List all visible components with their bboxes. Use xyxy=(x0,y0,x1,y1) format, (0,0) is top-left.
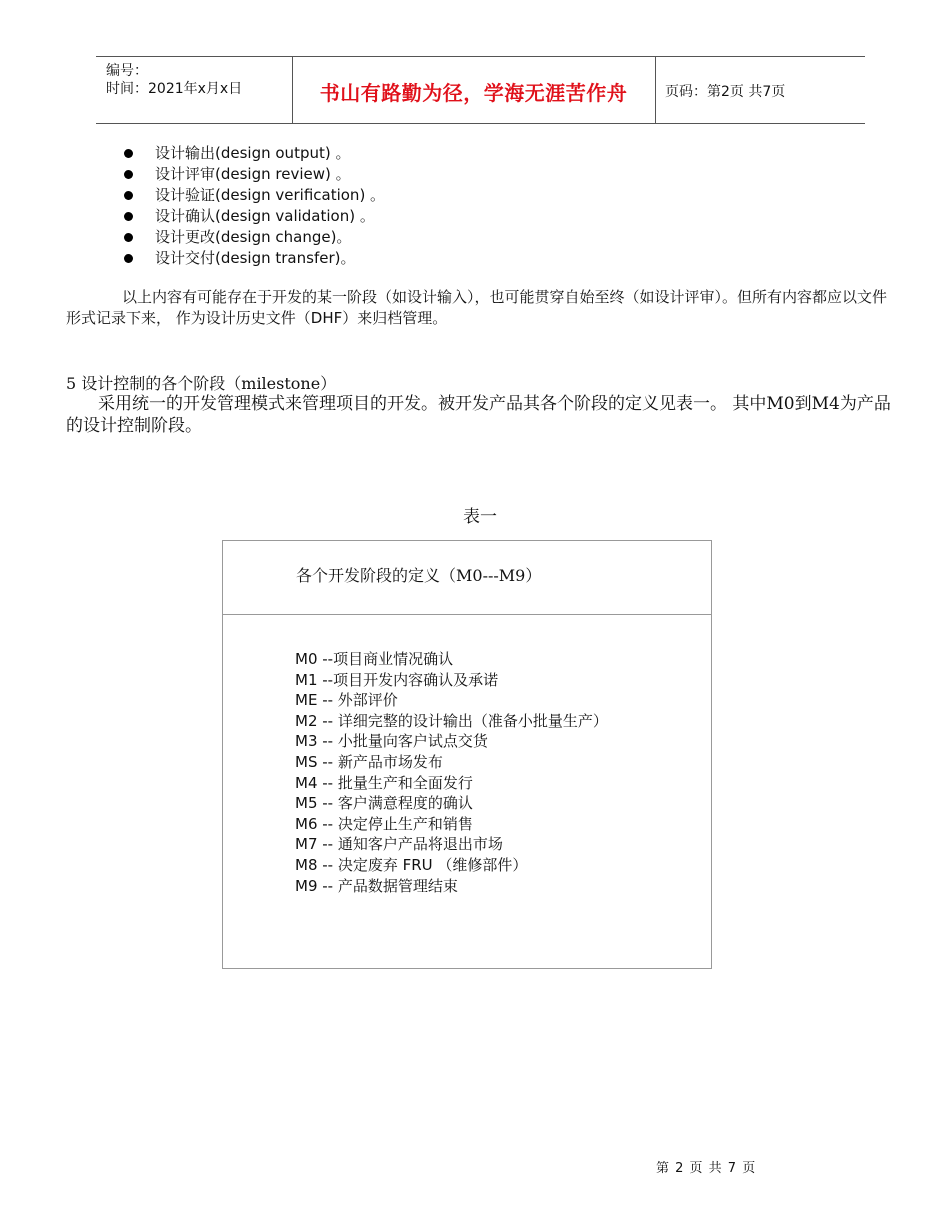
design-bullet-list xyxy=(122,143,385,269)
milestone-row: M0 --项目商业情况确认 xyxy=(295,650,454,668)
bullet-dot-icon xyxy=(124,191,133,200)
page-footer: 第 2 页 共 7 页 xyxy=(656,1161,756,1176)
bullet-item xyxy=(122,227,385,248)
milestone-row: M9 -- 产品数据管理结束 xyxy=(295,876,458,895)
bullet-item xyxy=(122,164,385,185)
table-caption: 表一 xyxy=(463,507,497,527)
bullet-text: 设计交付(design transfer)。 xyxy=(155,249,356,267)
bullet-dot-icon xyxy=(124,233,133,242)
milestone-table xyxy=(222,540,712,969)
document-date: 时间：2021年x月x日 xyxy=(106,81,243,97)
bullet-item xyxy=(122,248,385,269)
bullet-dot-icon xyxy=(124,212,133,221)
milestone-row: ME -- 外部评价 xyxy=(295,691,398,710)
milestone-row: M1 --项目开发内容确认及承诺 xyxy=(295,670,499,689)
dhf-paragraph: 以上内容有可能存在于开发的某一阶段（如设计输入），也可能贯穿自始至终（如设计评审）。但所有内容都应以文件形式记录下来， 作为设计历史文件（DHF）来归档管理。 xyxy=(66,288,888,327)
bullet-text: 设计更改(design change)。 xyxy=(155,228,352,246)
milestone-row: M8 -- 决定废弃 FRU （维修部件） xyxy=(295,855,528,874)
document-header xyxy=(96,56,865,124)
milestone-row: M5 -- 客户满意程度的确认 xyxy=(295,794,473,813)
header-page-info: 页码：第2页 共7页 xyxy=(665,84,786,100)
milestone-table-header xyxy=(223,541,711,615)
bullet-text: 设计验证(design verification) 。 xyxy=(155,186,386,204)
section-paragraph: 采用统一的开发管理模式来管理项目的开发。被开发产品其各个阶段的定义见表一。 其中M0到M4为产品的设计控制阶段。 xyxy=(66,394,891,436)
bullet-item xyxy=(122,185,385,206)
bullet-item xyxy=(122,143,385,164)
milestone-list xyxy=(295,649,608,896)
bullet-text: 设计评审(design review) 。 xyxy=(155,165,351,183)
document-number-label: 编号： xyxy=(106,63,148,79)
bullet-dot-icon xyxy=(124,170,133,179)
milestone-table-title: 各个开发阶段的定义（M0---M9） xyxy=(296,566,542,585)
bullet-text: 设计确认(design validation) 。 xyxy=(155,207,375,225)
bullet-dot-icon xyxy=(124,149,133,158)
milestone-row: MS -- 新产品市场发布 xyxy=(295,752,443,771)
milestone-row: M2 -- 详细完整的设计输出（准备小批量生产） xyxy=(295,711,608,730)
header-slogan-cell xyxy=(292,57,656,123)
milestone-row: M7 -- 通知客户产品将退出市场 xyxy=(295,835,503,854)
header-slogan: 书山有路勤为径，学海无涯苦作舟 xyxy=(319,81,628,105)
milestone-row: M6 -- 决定停止生产和销售 xyxy=(295,814,473,833)
milestone-row: M3 -- 小批量向客户试点交货 xyxy=(295,732,488,751)
milestone-row: M4 -- 批量生产和全面发行 xyxy=(295,773,473,792)
header-meta-cell xyxy=(96,57,293,123)
section-title: 5 设计控制的各个阶段（milestone） xyxy=(66,374,337,393)
header-page-cell xyxy=(655,57,865,123)
bullet-text: 设计输出(design output) 。 xyxy=(155,144,351,162)
bullet-item xyxy=(122,206,385,227)
bullet-dot-icon xyxy=(124,254,133,263)
